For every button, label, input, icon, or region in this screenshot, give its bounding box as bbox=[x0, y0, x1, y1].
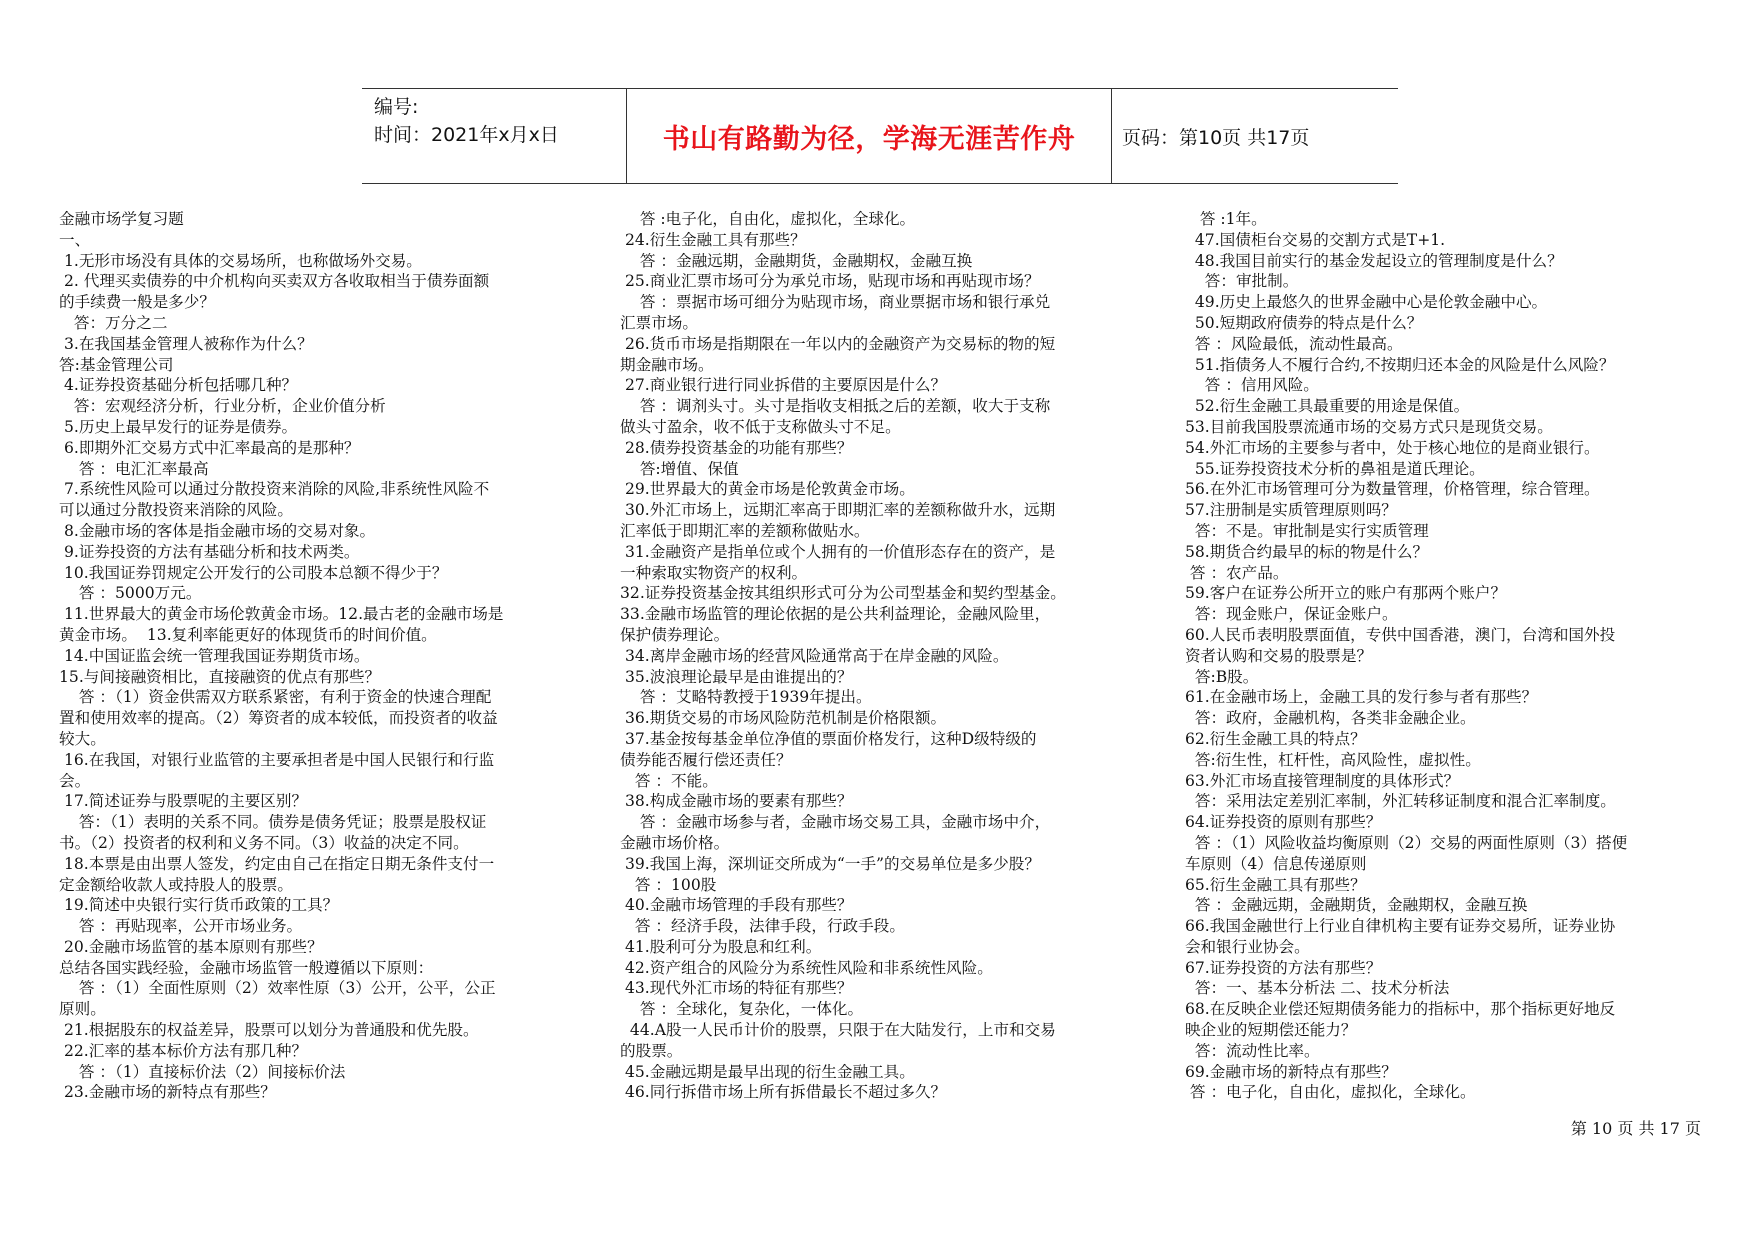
text-line: 36.期货交易的市场风险防范机制是价格限额。 bbox=[620, 709, 947, 728]
text-line: 60.人民币表明股票面值，专供中国香港，澳门，台湾和国外投 bbox=[1180, 625, 1616, 644]
text-line: 55.证券投资技术分析的鼻祖是道氏理论。 bbox=[1180, 459, 1485, 478]
header-page-cell bbox=[1122, 89, 1392, 183]
text-line: 答 ：金融市场参与者，金融市场交易工具，金融市场中介， bbox=[620, 813, 1051, 832]
text-line: 答 ：（1）直接标价法（2）间接标价法 bbox=[59, 1062, 346, 1081]
text-column-3 bbox=[1180, 209, 1700, 1103]
text-line: 答：政府，金融机构，各类非金融企业。 bbox=[1180, 709, 1476, 728]
text-line: 30.外汇市场上，远期汇率高于即期汇率的差额称做升水，远期 bbox=[620, 501, 1056, 520]
text-line: 7.系统性风险可以通过分散投资来消除的风险,非系统性风险不 bbox=[59, 480, 490, 499]
text-line: 车原则（4）信息传递原则 bbox=[1180, 854, 1367, 873]
text-line: 49.历史上最悠久的世界金融中心是伦敦金融中心。 bbox=[1180, 293, 1548, 312]
text-line: 15.与间接融资相比，直接融资的优点有那些？ bbox=[59, 667, 381, 686]
text-line: 答 ：风险最低，流动性最高。 bbox=[1180, 334, 1403, 353]
text-line: 69.金融市场的新特点有那些？ bbox=[1180, 1062, 1397, 1081]
text-line: 26.货币市场是指期限在一年以内的金融资产为交易标的物的短 bbox=[620, 334, 1056, 353]
text-line: 答:B股。 bbox=[1180, 667, 1259, 686]
text-line: 9.证券投资的方法有基础分析和技术两类。 bbox=[59, 542, 360, 561]
text-line: 总结各国实践经验，金融市场监管一般遵循以下原则： bbox=[59, 958, 434, 977]
text-line: 答 ：调剂头寸。头寸是指收支相抵之后的差额，收大于支称 bbox=[620, 397, 1051, 416]
text-line: 一种索取实物资产的权利。 bbox=[620, 563, 808, 582]
text-column-2 bbox=[620, 209, 1150, 1103]
text-line: 答 ：农产品。 bbox=[1180, 563, 1289, 582]
text-line: 答 ：电子化，自由化，虚拟化，全球化。 bbox=[1180, 1083, 1476, 1102]
text-line: 27.商业银行进行同业拆借的主要原因是什么？ bbox=[620, 376, 947, 395]
text-line: 金融市场价格。 bbox=[620, 833, 730, 852]
text-line: 37.基金按每基金单位净值的票面价格发行，这种D级特级的 bbox=[620, 729, 1037, 748]
text-line: 保护债券理论。 bbox=[620, 625, 730, 644]
text-line: 61.在金融市场上，金融工具的发行参与者有那些？ bbox=[1180, 688, 1538, 707]
text-line: 64.证券投资的原则有那些？ bbox=[1180, 813, 1382, 832]
text-line: 22.汇率的基本标价方法有那几种？ bbox=[59, 1041, 308, 1060]
text-line: 38.构成金融市场的要素有那些？ bbox=[620, 792, 853, 811]
text-line: 16.在我国，对银行业监管的主要承担者是中国人民银行和行监 bbox=[59, 750, 495, 769]
text-line: 答：万分之二 bbox=[59, 313, 168, 332]
text-line: 的手续费一般是多少？ bbox=[59, 293, 215, 312]
text-line: 答：不是。审批制是实行实质管理 bbox=[1180, 521, 1429, 540]
text-line: 答：采用法定差别汇率制，外汇转移证制度和混合汇率制度。 bbox=[1180, 792, 1616, 811]
text-line: 较大。 bbox=[59, 729, 106, 748]
text-line: 答 ：5000万元。 bbox=[59, 584, 202, 603]
text-line: 11.世界最大的黄金市场伦敦黄金市场。12.最古老的金融市场是 bbox=[59, 605, 504, 624]
text-line: 金融市场学复习题 bbox=[59, 210, 184, 228]
text-line: 14.中国证监会统一管理我国证券期货市场。 bbox=[59, 646, 370, 665]
text-line: 3.在我国基金管理人被称作为什么？ bbox=[59, 334, 313, 353]
text-line: 42.资产组合的风险分为系统性风险和非系统性风险。 bbox=[620, 958, 993, 977]
text-line: 答 ：（1）全面性原则（2）效率性原（3）公开，公平，公正 bbox=[59, 979, 496, 998]
text-line: 答：审批制。 bbox=[1180, 272, 1299, 291]
text-line: 46.同行拆借市场上所有拆借最长不超过多久？ bbox=[620, 1083, 947, 1102]
text-line: 答:增值、保值 bbox=[620, 459, 739, 478]
text-line: 5.历史上最早发行的证券是债券。 bbox=[59, 417, 298, 436]
text-line: 48.我国目前实行的基金发起设立的管理制度是什么？ bbox=[1180, 251, 1563, 270]
text-line: 答：（1）表明的关系不同。债券是债务凭证；股票是股权证 bbox=[59, 813, 487, 832]
text-line: 43.现代外汇市场的特征有那些？ bbox=[620, 979, 853, 998]
text-line: 2. 代理买卖债券的中介机构向买卖双方各收取相当于债券面额 bbox=[59, 272, 490, 291]
text-line: 答：宏观经济分析，行业分析，企业价值分析 bbox=[59, 397, 386, 416]
text-line: 定金额给收款人或持股人的股票。 bbox=[59, 875, 293, 894]
text-line: 65.衍生金融工具有那些？ bbox=[1180, 875, 1366, 894]
text-line: 19.简述中央银行实行货币政策的工具？ bbox=[59, 896, 339, 915]
text-line: 书。（2）投资者的权利和义务不同。（3）收益的决定不同。 bbox=[59, 833, 469, 852]
page-footer: 第 10 页 共 17 页 bbox=[1570, 1119, 1701, 1138]
text-line: 66.我国金融世行上行业自律机构主要有证券交易所，证券业协 bbox=[1180, 917, 1616, 936]
text-line: 答:基金管理公司 bbox=[59, 355, 174, 374]
text-line: 会和银行业协会。 bbox=[1180, 937, 1310, 956]
text-line: 52.衍生金融工具最重要的用途是保值。 bbox=[1180, 397, 1470, 416]
header-page-number: 页码：第10页 共17页 bbox=[1122, 126, 1310, 149]
text-line: 10.我国证券罚规定公开发行的公司股本总额不得少于？ bbox=[59, 563, 448, 582]
text-line: 置和使用效率的提高。（2）筹资者的成本较低，而投资者的收益 bbox=[59, 709, 498, 728]
text-line: 答：流动性比率。 bbox=[1180, 1041, 1320, 1060]
text-line: 51.指债务人不履行合约,不按期归还本金的风险是什么风险？ bbox=[1180, 355, 1615, 374]
text-line: 58.期货合约最早的标的物是什么？ bbox=[1180, 542, 1429, 561]
text-line: 24.衍生金融工具有那些？ bbox=[620, 230, 806, 249]
text-line: 答 ：再贴现率，公开市场业务。 bbox=[59, 917, 303, 936]
text-line: 4.证券投资基础分析包括哪几种？ bbox=[59, 376, 298, 395]
text-line: 答 ：不能。 bbox=[620, 771, 718, 790]
text-line: 答 :电子化，自由化，虚拟化，全球化。 bbox=[620, 210, 916, 228]
serial-number-label: 编号: bbox=[374, 96, 419, 118]
text-line: 答 ：（1）风险收益均衡原则（2）交易的两面性原则（3）搭便 bbox=[1180, 833, 1628, 852]
header-motto-cell bbox=[626, 89, 1112, 183]
text-line: 57.注册制是实质管理原则吗？ bbox=[1180, 501, 1397, 520]
text-line: 21.根据股东的权益差异，股票可以划分为普通股和优先股。 bbox=[59, 1021, 479, 1040]
text-line: 32.证券投资基金按其组织形式可分为公司型基金和契约型基金。 bbox=[620, 584, 1066, 603]
text-line: 映企业的短期偿还能力？ bbox=[1180, 1021, 1357, 1040]
text-line: 可以通过分散投资来消除的风险。 bbox=[59, 501, 293, 520]
text-line: 67.证券投资的方法有那些？ bbox=[1180, 958, 1382, 977]
text-line: 汇票市场。 bbox=[620, 313, 698, 332]
text-line: 做头寸盈余，收不低于支称做头寸不足。 bbox=[620, 417, 901, 436]
text-line: 41.股利可分为股息和红利。 bbox=[620, 937, 822, 956]
text-line: 28.债券投资基金的功能有那些？ bbox=[620, 438, 853, 457]
text-line: 一、 bbox=[59, 230, 91, 249]
text-line: 25.商业汇票市场可分为承兑市场，贴现市场和再贴现市场？ bbox=[620, 272, 1040, 291]
date-label: 时间：2021年x月x日 bbox=[374, 124, 559, 146]
text-line: 31.金融资产是指单位或个人拥有的一价值形态存在的资产，是 bbox=[620, 542, 1056, 561]
text-column-1 bbox=[59, 209, 589, 1103]
motto-text: 书山有路勤为径，学海无涯苦作舟 bbox=[662, 123, 1076, 155]
text-line: 答 ：信用风险。 bbox=[1180, 376, 1319, 395]
text-line: 答 ：金融远期，金融期货，金融期权，金融互换 bbox=[620, 251, 973, 270]
text-line: 8.金融市场的客体是指金融市场的交易对象。 bbox=[59, 521, 376, 540]
text-line: 35.波浪理论最早是由谁提出的？ bbox=[620, 667, 853, 686]
text-line: 答:衍生性，杠杆性，高风险性，虚拟性。 bbox=[1180, 750, 1481, 769]
text-line: 答：现金账户，保证金账户。 bbox=[1180, 605, 1398, 624]
text-line: 答 :1年。 bbox=[1180, 210, 1267, 228]
text-line: 答 ：票据市场可细分为贴现市场，商业票据市场和银行承兑 bbox=[620, 293, 1051, 312]
text-line: 资者认购和交易的股票是？ bbox=[1180, 646, 1373, 665]
text-line: 答 ：全球化，复杂化，一体化。 bbox=[620, 1000, 864, 1019]
text-line: 33.金融市场监管的理论依据的是公共利益理论，金融风险里， bbox=[620, 605, 1051, 624]
text-line: 18.本票是由出票人签发，约定由自己在指定日期无条件支付一 bbox=[59, 854, 495, 873]
text-line: 50.短期政府债券的特点是什么？ bbox=[1180, 313, 1423, 332]
text-line: 59.客户在证券公所开立的账户有那两个账户？ bbox=[1180, 584, 1507, 603]
text-line: 答 ：（1）资金供需双方联系紧密，有利于资金的快速合理配 bbox=[59, 688, 492, 707]
text-line: 的股票。 bbox=[620, 1041, 683, 1060]
text-line: 20.金融市场监管的基本原则有那些？ bbox=[59, 937, 323, 956]
text-line: 期金融市场。 bbox=[620, 355, 714, 374]
text-line: 23.金融市场的新特点有那些？ bbox=[59, 1083, 276, 1102]
text-line: 答：一、基本分析法 二、技术分析法 bbox=[1180, 979, 1450, 998]
text-line: 答 ：金融远期，金融期货，金融期权，金融互换 bbox=[1180, 896, 1528, 915]
text-line: 40.金融市场管理的手段有那些？ bbox=[620, 896, 853, 915]
text-line: 45.金融远期是最早出现的衍生金融工具。 bbox=[620, 1062, 915, 1081]
text-line: 答 ：经济手段，法律手段，行政手段。 bbox=[620, 917, 905, 936]
text-line: 29.世界最大的黄金市场是伦敦黄金市场。 bbox=[620, 480, 915, 499]
text-line: 68.在反映企业偿还短期债务能力的指标中，那个指标更好地反 bbox=[1180, 1000, 1616, 1019]
text-line: 答 ：100股 bbox=[620, 875, 717, 894]
text-line: 56.在外汇市场管理可分为数量管理，价格管理，综合管理。 bbox=[1180, 480, 1600, 499]
text-line: 47.国债柜台交易的交割方式是T+1. bbox=[1180, 230, 1446, 249]
text-line: 答 ：电汇汇率最高 bbox=[59, 459, 209, 478]
text-line: 会。 bbox=[59, 771, 91, 790]
header-left-cell bbox=[374, 89, 624, 183]
text-line: 答 ：艾略特教授于1939年提出。 bbox=[620, 688, 872, 707]
text-line: 63.外汇市场直接管理制度的具体形式？ bbox=[1180, 771, 1460, 790]
text-line: 1.无形市场没有具体的交易场所，也称做场外交易。 bbox=[59, 251, 422, 270]
text-line: 黄金市场。 13.复利率能更好的体现货币的时间价值。 bbox=[59, 625, 437, 644]
text-line: 汇率低于即期汇率的差额称做贴水。 bbox=[620, 521, 870, 540]
text-line: 53.目前我国股票流通市场的交易方式只是现货交易。 bbox=[1180, 417, 1553, 436]
text-line: 17.简述证券与股票呢的主要区别？ bbox=[59, 792, 308, 811]
text-line: 44.A股一人民币计价的股票，只限于在大陆发行，上市和交易 bbox=[620, 1021, 1056, 1040]
text-line: 62.衍生金融工具的特点？ bbox=[1180, 729, 1366, 748]
document-header bbox=[362, 88, 1398, 184]
text-line: 54.外汇市场的主要参与者中，处于核心地位的是商业银行。 bbox=[1180, 438, 1600, 457]
text-line: 原则。 bbox=[59, 1000, 106, 1019]
text-line: 39.我国上海，深圳证交所成为“一手”的交易单位是多少股？ bbox=[620, 854, 1040, 873]
text-line: 34.离岸金融市场的经营风险通常高于在岸金融的风险。 bbox=[620, 646, 1009, 665]
text-line: 6.即期外汇交易方式中汇率最高的是那种？ bbox=[59, 438, 360, 457]
text-line: 债券能否履行偿还责任？ bbox=[620, 750, 792, 769]
